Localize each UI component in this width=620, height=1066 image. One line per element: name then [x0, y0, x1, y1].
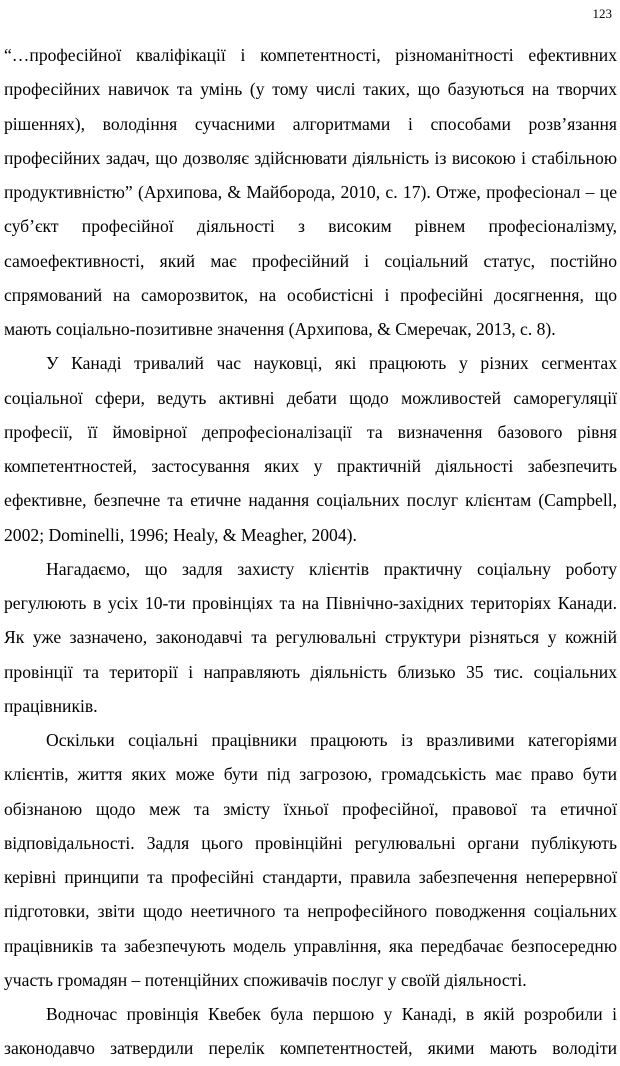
paragraph-2: У Канаді тривалий час науковці, які працюють у різних сегментах соціальної сфери, ведуть активні дебати щодо можливостей саморегуляції професії, її ймовірної депрофесіоналізації та визначення базового рівня компетентностей, застосування яких у практичній діяльності забезпечить ефективне, безпечне та етичне надання соціальних послуг клієнтам (Campbell, 2002; Dominelli, 1996; Healy, & Meagher, 2004).: [4, 353, 617, 545]
page-number: 123: [592, 6, 612, 21]
paragraph-1: “…професійної кваліфікації і компетентності, різноманітності ефективних професійних навичок та умінь (у тому числі таких, що базуються на творчих рішеннях), володіння сучасними алгоритмами і способами розв’язання професійних задач, що дозволяє здійснювати діяльність із високою і стабільною продуктивністю” (Архипова, & Майборода, 2010, с. 17). Отже, професіонал – це суб’єкт професійної діяльності з високим рівнем професіоналізму, самоефективності, який має професійний і соціальний статус, постійно спрямований на саморозвиток, на особистісні і професійні досягнення, що мають соціально-позитивне значення (Архипова, & Смеречак, 2013, с. 8).: [4, 45, 617, 339]
paragraph-5: Водночас провінція Квебек була першою у Канаді, в якій розробили і законодавчо затвердили перелік компетентностей, якими мають володіти: [4, 1004, 617, 1059]
body-text: [4, 38, 617, 1066]
paragraph-4: Оскільки соціальні працівники працюють із вразливими категоріями клієнтів, життя яких може бути під загрозою, громадськість має право бути обізнаною щодо меж та змісту їхньої професійної, правової та етичної відповідальності. Задля цього провінційні регулювальні органи публікують керівні принципи та професійні стандарти, правила забезпечення неперервної підготовки, звіти щодо неетичного та непрофесійного поводження соціальних працівників та забезпечують модель управління, яка передбачає безпосередню участь громадян – потенційних споживачів послуг у своїй діяльності.: [4, 730, 617, 990]
paragraph-3: Нагадаємо, що задля захисту клієнтів практичну соціальну роботу регулюють в усіх 10-ти провінціях та на Північно-західних територіях Канади. Як уже зазначено, законодавчі та регулювальні структури різняться у кожній провінції та території і направляють діяльність близько 35 тис. соціальних працівників.: [4, 558, 617, 716]
